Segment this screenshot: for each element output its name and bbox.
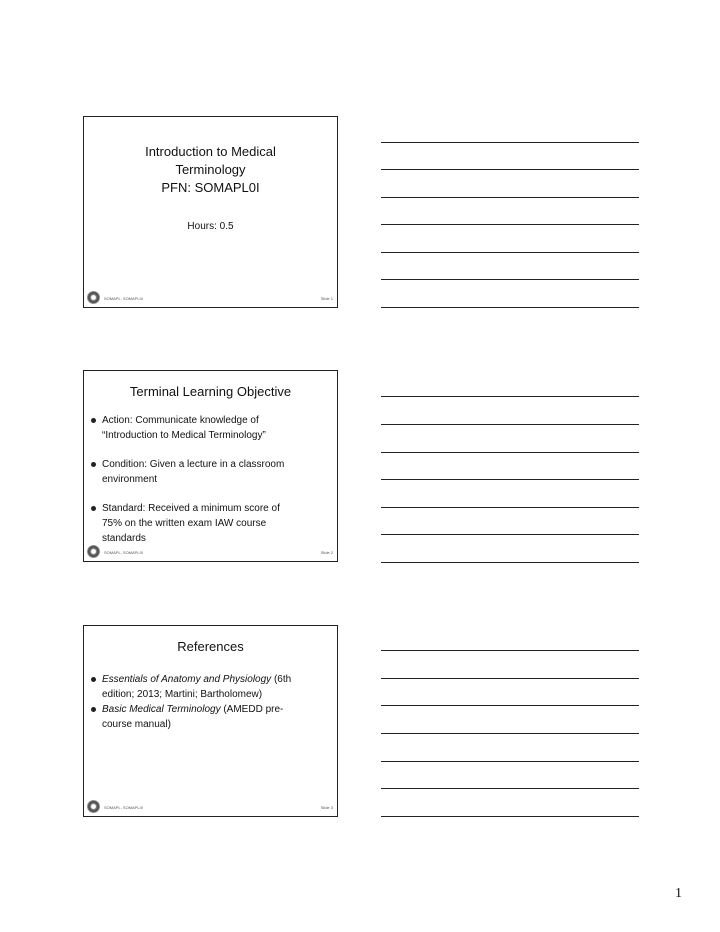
slide-3 (83, 625, 338, 817)
slide-2-footer (87, 545, 333, 558)
note-line (381, 788, 639, 789)
page-number: 1 (675, 886, 682, 901)
bullet-dot-icon (91, 677, 96, 682)
reference-title: Basic Medical Terminology (102, 704, 221, 715)
footer-course-code: SOMAPL, SOMAPL0I (104, 296, 143, 301)
note-line (381, 424, 639, 425)
note-line (381, 252, 639, 253)
note-line (381, 142, 639, 143)
note-line (381, 307, 639, 308)
slide-1-hours: Hours: 0.5 (187, 221, 234, 232)
bullet-dot-icon (91, 707, 96, 712)
note-line (381, 705, 639, 706)
bullet-item: Standard: Received a minimum score of 75% on the written exam IAW course standards (90, 501, 319, 546)
note-line (381, 396, 639, 397)
bullet-item: Action: Communicate knowledge of “Introduction to Medical Terminology” (90, 413, 319, 443)
bullet-item: Condition: Given a lecture in a classroom environment (90, 457, 319, 487)
slide-1-footer (87, 291, 333, 304)
seal-logo-icon (87, 291, 100, 304)
note-line (381, 678, 639, 679)
slide-1 (83, 116, 338, 308)
note-line (381, 452, 639, 453)
slide-2-bullets (90, 413, 319, 546)
bullet-dot-icon (91, 418, 96, 423)
bullet-dot-icon (91, 462, 96, 467)
seal-logo-icon (87, 800, 100, 813)
note-line (381, 169, 639, 170)
slide-2-title: Terminal Learning Objective (129, 384, 292, 399)
note-line (381, 733, 639, 734)
note-line (381, 479, 639, 480)
slide-1-title: Introduction to Medical Terminology PFN: SOMAPL0I (145, 144, 276, 195)
footer-slide-number: Slide 1 (320, 296, 333, 301)
note-line (381, 197, 639, 198)
seal-logo-icon (87, 545, 100, 558)
note-line (381, 650, 639, 651)
bullet-dot-icon (91, 506, 96, 511)
note-line (381, 816, 639, 817)
slide-3-references (90, 672, 319, 732)
note-line (381, 562, 639, 563)
reference-item: Essentials of Anatomy and Physiology (6th edition; 2013; Martini; Bartholomew) (90, 672, 319, 702)
footer-course-code: SOMAPL, SOMAPL0I (104, 550, 143, 555)
note-line (381, 279, 639, 280)
reference-title: Essentials of Anatomy and Physiology (102, 674, 272, 685)
footer-course-code: SOMAPL, SOMAPL0I (104, 805, 143, 810)
note-line (381, 507, 639, 508)
slide-2 (83, 370, 338, 562)
slide-3-title: References (177, 639, 244, 654)
reference-item: Basic Medical Terminology (AMEDD pre- course manual) (90, 702, 319, 732)
note-line (381, 224, 639, 225)
note-line (381, 534, 639, 535)
footer-slide-number: Slide 3 (320, 805, 333, 810)
slide-3-footer (87, 800, 333, 813)
note-line (381, 761, 639, 762)
footer-slide-number: Slide 2 (320, 550, 333, 555)
